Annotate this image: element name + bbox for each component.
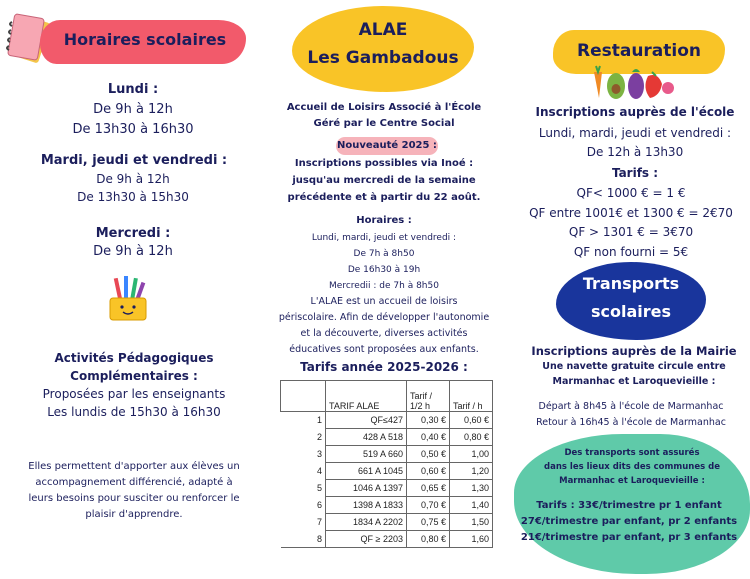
row-qf: 519 A 660 — [326, 446, 407, 463]
green-line-4: Tarifs : 33€/trimestre pr 1 enfant — [536, 500, 722, 511]
transports-tarifs — [508, 498, 750, 546]
row-qf: 1398 A 1833 — [326, 497, 407, 514]
row-qf: QF≤427 — [326, 412, 407, 429]
alae-subtitle-2: Géré par le Centre Social — [313, 118, 455, 129]
alae-title-line-1: ALAE — [358, 20, 408, 40]
mercredi-morning: De 9h à 12h — [93, 244, 173, 259]
resto-tarifs-label: Tarifs : — [611, 166, 659, 180]
row-hour: 1,30 — [450, 480, 493, 497]
row-qf: 1046 A 1397 — [326, 480, 407, 497]
accompagnement-paragraph — [14, 459, 254, 523]
alae-h-1: Lundi, mardi, jeudi et vendredi : — [311, 233, 457, 243]
green-line-3: Marmanhac et Laroquevieille : — [559, 476, 705, 486]
para-line-3: leurs besoins pour susciter ou renforcer le — [28, 493, 240, 504]
resto-tarif-2: QF entre 1001€ et 1300 € = 2€70 — [529, 205, 733, 220]
green-line-1: Des transports sont assurés — [564, 448, 700, 458]
activites-line-1: Proposées par les enseignants — [42, 387, 226, 401]
alae-subtitle-1: Accueil de Loisirs Associé à l'École — [286, 102, 482, 113]
alae-desc-1: L'ALAE est un accueil de loisirs — [310, 296, 458, 307]
row-half: 0,40 € — [407, 429, 450, 446]
table-row — [281, 429, 493, 446]
para-line-2: accompagnement différencié, adapté à — [35, 477, 233, 488]
row-qf: QF ≥ 2203 — [326, 531, 407, 548]
row-hour: 1,20 — [450, 463, 493, 480]
resto-days: Lundi, mardi, jeudi et vendredi : — [538, 126, 732, 140]
mercredi-label: Mercredi : — [95, 226, 171, 241]
inscription-inoe — [270, 155, 498, 206]
resto-tarifs-list — [512, 184, 750, 262]
row-qf: 1834 A 2202 — [326, 514, 407, 531]
alae-h-2: De 7h à 8h50 — [353, 249, 415, 259]
table-header-half: Tarif / 1/2 h — [407, 381, 450, 412]
row-index: 4 — [281, 463, 326, 480]
resto-inscription: Inscriptions auprès de l'école — [535, 105, 735, 119]
green-line-6: 21€/trimestre par enfant, pr 3 enfants — [520, 532, 738, 543]
pencil-box-icon — [106, 276, 150, 322]
mjv-morning: De 9h à 12h — [96, 172, 170, 186]
row-index: 2 — [281, 429, 326, 446]
alae-h-3: De 16h30 à 19h — [347, 265, 421, 275]
row-half: 0,75 € — [407, 514, 450, 531]
table-row — [281, 412, 493, 429]
table-header-hour: Tarif / h — [450, 381, 493, 412]
green-line-2: dans les lieux dits des communes de — [544, 462, 720, 472]
row-index: 6 — [281, 497, 326, 514]
alae-tarifs-title: Tarifs année 2025-2026 : — [300, 360, 468, 374]
row-half: 0,30 € — [407, 412, 450, 429]
mjv-label: Mardi, jeudi et vendredi : — [40, 153, 228, 168]
navette-line-2: Marmanhac et Laroquevieille : — [552, 376, 716, 387]
activites-title-1: Activités Pédagogiques — [54, 351, 214, 365]
table-row — [281, 480, 493, 497]
resto-hours: De 12h à 13h30 — [586, 145, 684, 159]
alae-title-line-2: Les Gambadous — [307, 48, 459, 68]
resto-tarif-4: QF non fourni = 5€ — [573, 244, 689, 259]
row-half: 0,80 € — [407, 531, 450, 548]
transports-title — [556, 270, 706, 326]
row-hour: 1,60 — [450, 531, 493, 548]
alae-h-4: Mercredii : de 7h à 8h50 — [329, 281, 439, 291]
alae-title — [292, 16, 474, 72]
row-half: 0,60 € — [407, 463, 450, 480]
alae-description — [262, 294, 506, 358]
row-index: 8 — [281, 531, 326, 548]
row-half: 0,65 € — [407, 480, 450, 497]
transports-title-line-2: scolaires — [590, 302, 672, 321]
lundi-morning: De 9h à 12h — [93, 102, 173, 117]
row-index: 7 — [281, 514, 326, 531]
row-hour: 1,00 — [450, 446, 493, 463]
row-half: 0,50 € — [407, 446, 450, 463]
navette-line-1: Une navette gratuite circule entre — [542, 361, 726, 372]
table-row — [281, 463, 493, 480]
alae-horaires — [270, 230, 498, 294]
transports-title-line-1: Transports — [582, 274, 680, 293]
horaires-title: Horaires scolaires — [63, 30, 227, 49]
alae-tarifs-table — [280, 380, 493, 548]
table-row — [281, 497, 493, 514]
para-line-1: Elles permettent d'apporter aux élèves un — [28, 461, 240, 472]
activites-title-2: Complémentaires : — [70, 369, 198, 383]
lundi-label: Lundi : — [107, 82, 159, 97]
inscr-line-1: Inscriptions possibles via Inoé : — [294, 158, 474, 169]
restauration-title: Restauration — [576, 41, 702, 61]
resto-tarif-1: QF< 1000 € = 1 € — [576, 186, 686, 200]
mjv-afternoon: De 13h30 à 15h30 — [77, 190, 189, 204]
activites-line-2: Les lundis de 15h30 à 16h30 — [47, 405, 221, 419]
row-hour: 1,50 — [450, 514, 493, 531]
row-qf: 428 A 518 — [326, 429, 407, 446]
row-hour: 0,80 € — [450, 429, 493, 446]
inscr-line-3: précédente et à partir du 22 août. — [287, 192, 481, 203]
alae-desc-3: et la découverte, diverses activités — [300, 328, 468, 339]
alae-horaires-label: Horaires : — [356, 215, 412, 226]
vegetables-icon — [590, 64, 676, 102]
row-qf: 661 A 1045 — [326, 463, 407, 480]
row-hour: 0,60 € — [450, 412, 493, 429]
para-line-4: plaisir d'apprendre. — [85, 509, 183, 520]
transports-inscription: Inscriptions auprès de la Mairie — [531, 344, 737, 358]
transports-retour: Retour à 16h45 à l'école de Marmanhac — [536, 417, 726, 428]
row-index: 1 — [281, 412, 326, 429]
alae-desc-2: périscolaire. Afin de développer l'autonomie — [278, 312, 490, 323]
table-header-qf: TARIF ALAE — [326, 381, 407, 412]
green-line-5: 27€/trimestre par enfant, pr 2 enfants — [520, 516, 738, 527]
table-row — [281, 446, 493, 463]
row-half: 0,70 € — [407, 497, 450, 514]
table-header-index — [281, 381, 326, 412]
inscr-line-2: jusqu'au mercredi de la semaine — [292, 175, 476, 186]
transports-depart: Départ à 8h45 à l'école de Marmanhac — [538, 401, 724, 412]
table-row — [281, 531, 493, 548]
resto-tarif-3: QF > 1301 € = 3€70 — [568, 225, 694, 239]
nouveaute-label: Nouveauté 2025 : — [337, 140, 437, 151]
transports-communes — [514, 446, 750, 488]
row-index: 3 — [281, 446, 326, 463]
table-header-row — [281, 381, 493, 412]
table-row — [281, 514, 493, 531]
transports-schedule — [512, 399, 750, 431]
row-index: 5 — [281, 480, 326, 497]
lundi-afternoon: De 13h30 à 16h30 — [72, 122, 194, 137]
alae-desc-4: éducatives sont proposées aux enfants. — [289, 344, 479, 355]
row-hour: 1,40 — [450, 497, 493, 514]
transports-navette — [518, 359, 750, 389]
